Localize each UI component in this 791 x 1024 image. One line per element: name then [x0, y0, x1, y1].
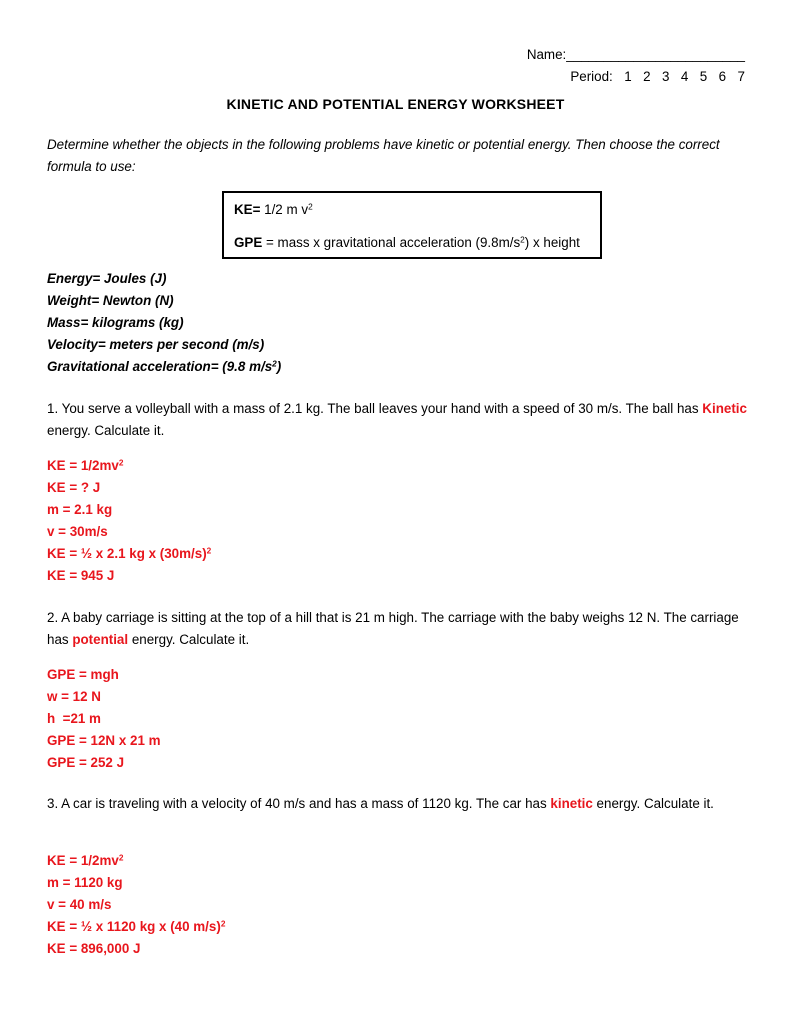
solution-line: KE = 945 J: [47, 568, 115, 583]
solution-line: KE = $1/2mv^2$: [47, 852, 124, 868]
solution-line: v = 40 m/s: [47, 897, 112, 912]
formula-box: [222, 191, 602, 259]
solution-line: KE = $1/2mv^2$: [47, 457, 124, 473]
solution-line: w = 12 N: [47, 689, 101, 704]
solution-line: KE = ? J: [47, 480, 101, 495]
period-options: 1 2 3 4 5 6 7: [624, 69, 745, 84]
gpe-label: GPE: [234, 235, 263, 250]
problem-2: [47, 607, 747, 651]
gpe-expression: = mass x gravitational acceleration (9.8m/s: [262, 235, 521, 250]
name-field: [527, 47, 745, 62]
energy-type-answer: potential: [72, 632, 129, 647]
solution-line: m = 2.1 kg: [47, 502, 113, 517]
gpe-expression-tail: ) x height: [524, 235, 580, 250]
unit-velocity: Velocity= meters per second (m/s): [47, 337, 265, 352]
ke-label: KE=: [234, 202, 261, 217]
unit-weight: Weight= Newton (N): [47, 293, 174, 308]
solution-line: KE = 896,000 J: [47, 941, 141, 956]
problem-1: [47, 398, 747, 442]
solution-1: [47, 455, 211, 587]
solution-3: [47, 850, 225, 960]
problem-text: 2. A baby carriage is sitting at the top of a hill that is 21 m high. The carriage with the baby weighs 12 N. The carriage has: [47, 610, 739, 647]
unit-mass: Mass= kilograms (kg): [47, 315, 184, 330]
solution-2: [47, 664, 161, 774]
energy-type-answer: Kinetic: [702, 401, 747, 416]
solution-line: h =21 m: [47, 711, 101, 726]
problem-text-tail: energy. Calculate it.: [592, 796, 714, 811]
period-field: [570, 69, 745, 84]
solution-line: GPE = mgh: [47, 667, 119, 682]
name-label: Name:: [526, 47, 567, 62]
gpe-exponent: 2: [520, 234, 525, 245]
name-blank: ________________________: [566, 47, 745, 62]
period-label: Period:: [570, 69, 613, 84]
gpe-formula: [234, 235, 580, 250]
unit-energy: Energy= Joules (J): [47, 271, 167, 286]
solution-line: KE = ½ x 1120 kg x (40 m/s)$^2$: [47, 918, 226, 934]
ke-expression: 1/2 m v: [260, 202, 309, 217]
problem-text-tail: energy. Calculate it.: [128, 632, 250, 647]
problem-3: [47, 793, 747, 815]
solution-line: GPE = 252 J: [47, 755, 125, 770]
solution-line: m = 1120 kg: [47, 875, 123, 890]
problem-text: 1. You serve a volleyball with a mass of 2.1 kg. The ball leaves your hand with a speed of 30 m/s. The ball has: [47, 401, 703, 416]
solution-line: v = 30m/s: [47, 524, 108, 539]
ke-formula: [234, 202, 313, 217]
worksheet-title: KINETIC AND POTENTIAL ENERGY WORKSHEET: [226, 96, 565, 112]
instructions: Determine whether the objects in the following problems have kinetic or potential energy. Then choose the correct formula to use:: [47, 137, 720, 174]
unit-gravity: Gravitational acceleration= (9.8 $m/s^2$): [47, 358, 282, 374]
solution-line: KE = ½ x 2.1 kg x $(30m/s)^2$: [47, 545, 212, 561]
energy-type-answer: kinetic: [550, 796, 593, 811]
units-list: [47, 268, 281, 378]
problem-text-tail: energy. Calculate it.: [47, 423, 165, 438]
ke-exponent: 2: [308, 201, 313, 212]
problem-text: 3. A car is traveling with a velocity of 40 m/s and has a mass of 1120 kg. The car has: [47, 796, 551, 811]
solution-line: GPE = 12N x 21 m: [47, 733, 161, 748]
